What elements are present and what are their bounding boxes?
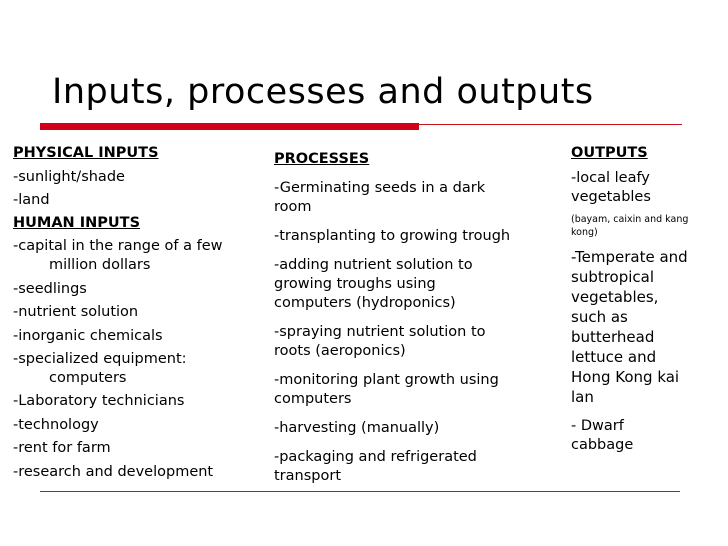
bottom-rule bbox=[40, 491, 680, 492]
input-item: -nutrient solution bbox=[13, 304, 139, 320]
process-text: room bbox=[274, 199, 312, 215]
processes-heading: PROCESSES bbox=[274, 151, 370, 167]
output-text: such as bbox=[571, 308, 628, 326]
output-text: vegetables, bbox=[571, 288, 659, 306]
process-item bbox=[274, 371, 554, 409]
input-item: -technology bbox=[13, 417, 99, 433]
process-item bbox=[274, 323, 554, 361]
output-item bbox=[571, 247, 721, 407]
input-item-continuation: million dollars bbox=[49, 257, 151, 273]
title-underline-accent bbox=[40, 123, 419, 130]
output-note-text: kong) bbox=[571, 227, 598, 238]
output-item bbox=[571, 169, 721, 207]
process-item bbox=[274, 448, 554, 486]
title-underline-rule bbox=[419, 124, 682, 125]
output-text: cabbage bbox=[571, 437, 634, 453]
slide-title: Inputs, processes and outputs bbox=[52, 72, 594, 112]
input-item: -research and development bbox=[13, 464, 214, 480]
process-text: transport bbox=[274, 468, 341, 484]
inputs-column bbox=[13, 144, 258, 482]
process-text: -packaging and refrigerated bbox=[274, 449, 477, 465]
input-item-continuation: computers bbox=[49, 370, 127, 386]
output-text: lan bbox=[571, 388, 594, 406]
process-text: -transplanting to growing trough bbox=[274, 228, 511, 244]
process-item bbox=[274, 227, 554, 246]
process-text: computers (hydroponics) bbox=[274, 295, 456, 311]
output-text: butterhead bbox=[571, 328, 655, 346]
human-inputs-heading: HUMAN INPUTS bbox=[13, 215, 141, 231]
output-text: -local leafy bbox=[571, 170, 650, 186]
process-item bbox=[274, 179, 554, 217]
input-item: -inorganic chemicals bbox=[13, 328, 163, 344]
output-text: subtropical bbox=[571, 268, 655, 286]
processes-column bbox=[274, 150, 554, 486]
process-text: -monitoring plant growth using bbox=[274, 372, 499, 388]
process-item bbox=[274, 256, 554, 313]
output-text: lettuce and bbox=[571, 348, 657, 366]
input-item: -sunlight/shade bbox=[13, 169, 125, 185]
physical-inputs-heading: PHYSICAL INPUTS bbox=[13, 145, 159, 161]
process-text: -harvesting (manually) bbox=[274, 420, 440, 436]
process-text: -Germinating seeds in a dark bbox=[274, 180, 486, 196]
process-item bbox=[274, 419, 554, 438]
output-item bbox=[571, 417, 721, 455]
output-text: -Temperate and bbox=[571, 248, 688, 266]
process-text: roots (aeroponics) bbox=[274, 343, 406, 359]
input-item: -Laboratory technicians bbox=[13, 393, 185, 409]
outputs-column bbox=[571, 144, 721, 455]
outputs-heading: OUTPUTS bbox=[571, 145, 648, 161]
output-text: vegetables bbox=[571, 189, 651, 205]
input-item: -rent for farm bbox=[13, 440, 111, 456]
process-text: -spraying nutrient solution to bbox=[274, 324, 486, 340]
input-item: -land bbox=[13, 192, 50, 208]
process-text: growing troughs using bbox=[274, 276, 436, 292]
input-item: -capital in the range of a few bbox=[13, 238, 223, 254]
process-text: computers bbox=[274, 391, 352, 407]
process-text: -adding nutrient solution to bbox=[274, 257, 473, 273]
input-item: -specialized equipment: bbox=[13, 351, 187, 367]
input-item: -seedlings bbox=[13, 281, 87, 297]
output-text: - Dwarf bbox=[571, 418, 624, 434]
output-note-text: (bayam, caixin and kang bbox=[571, 214, 689, 225]
output-text: Hong Kong kai bbox=[571, 368, 680, 386]
output-note bbox=[571, 213, 721, 239]
